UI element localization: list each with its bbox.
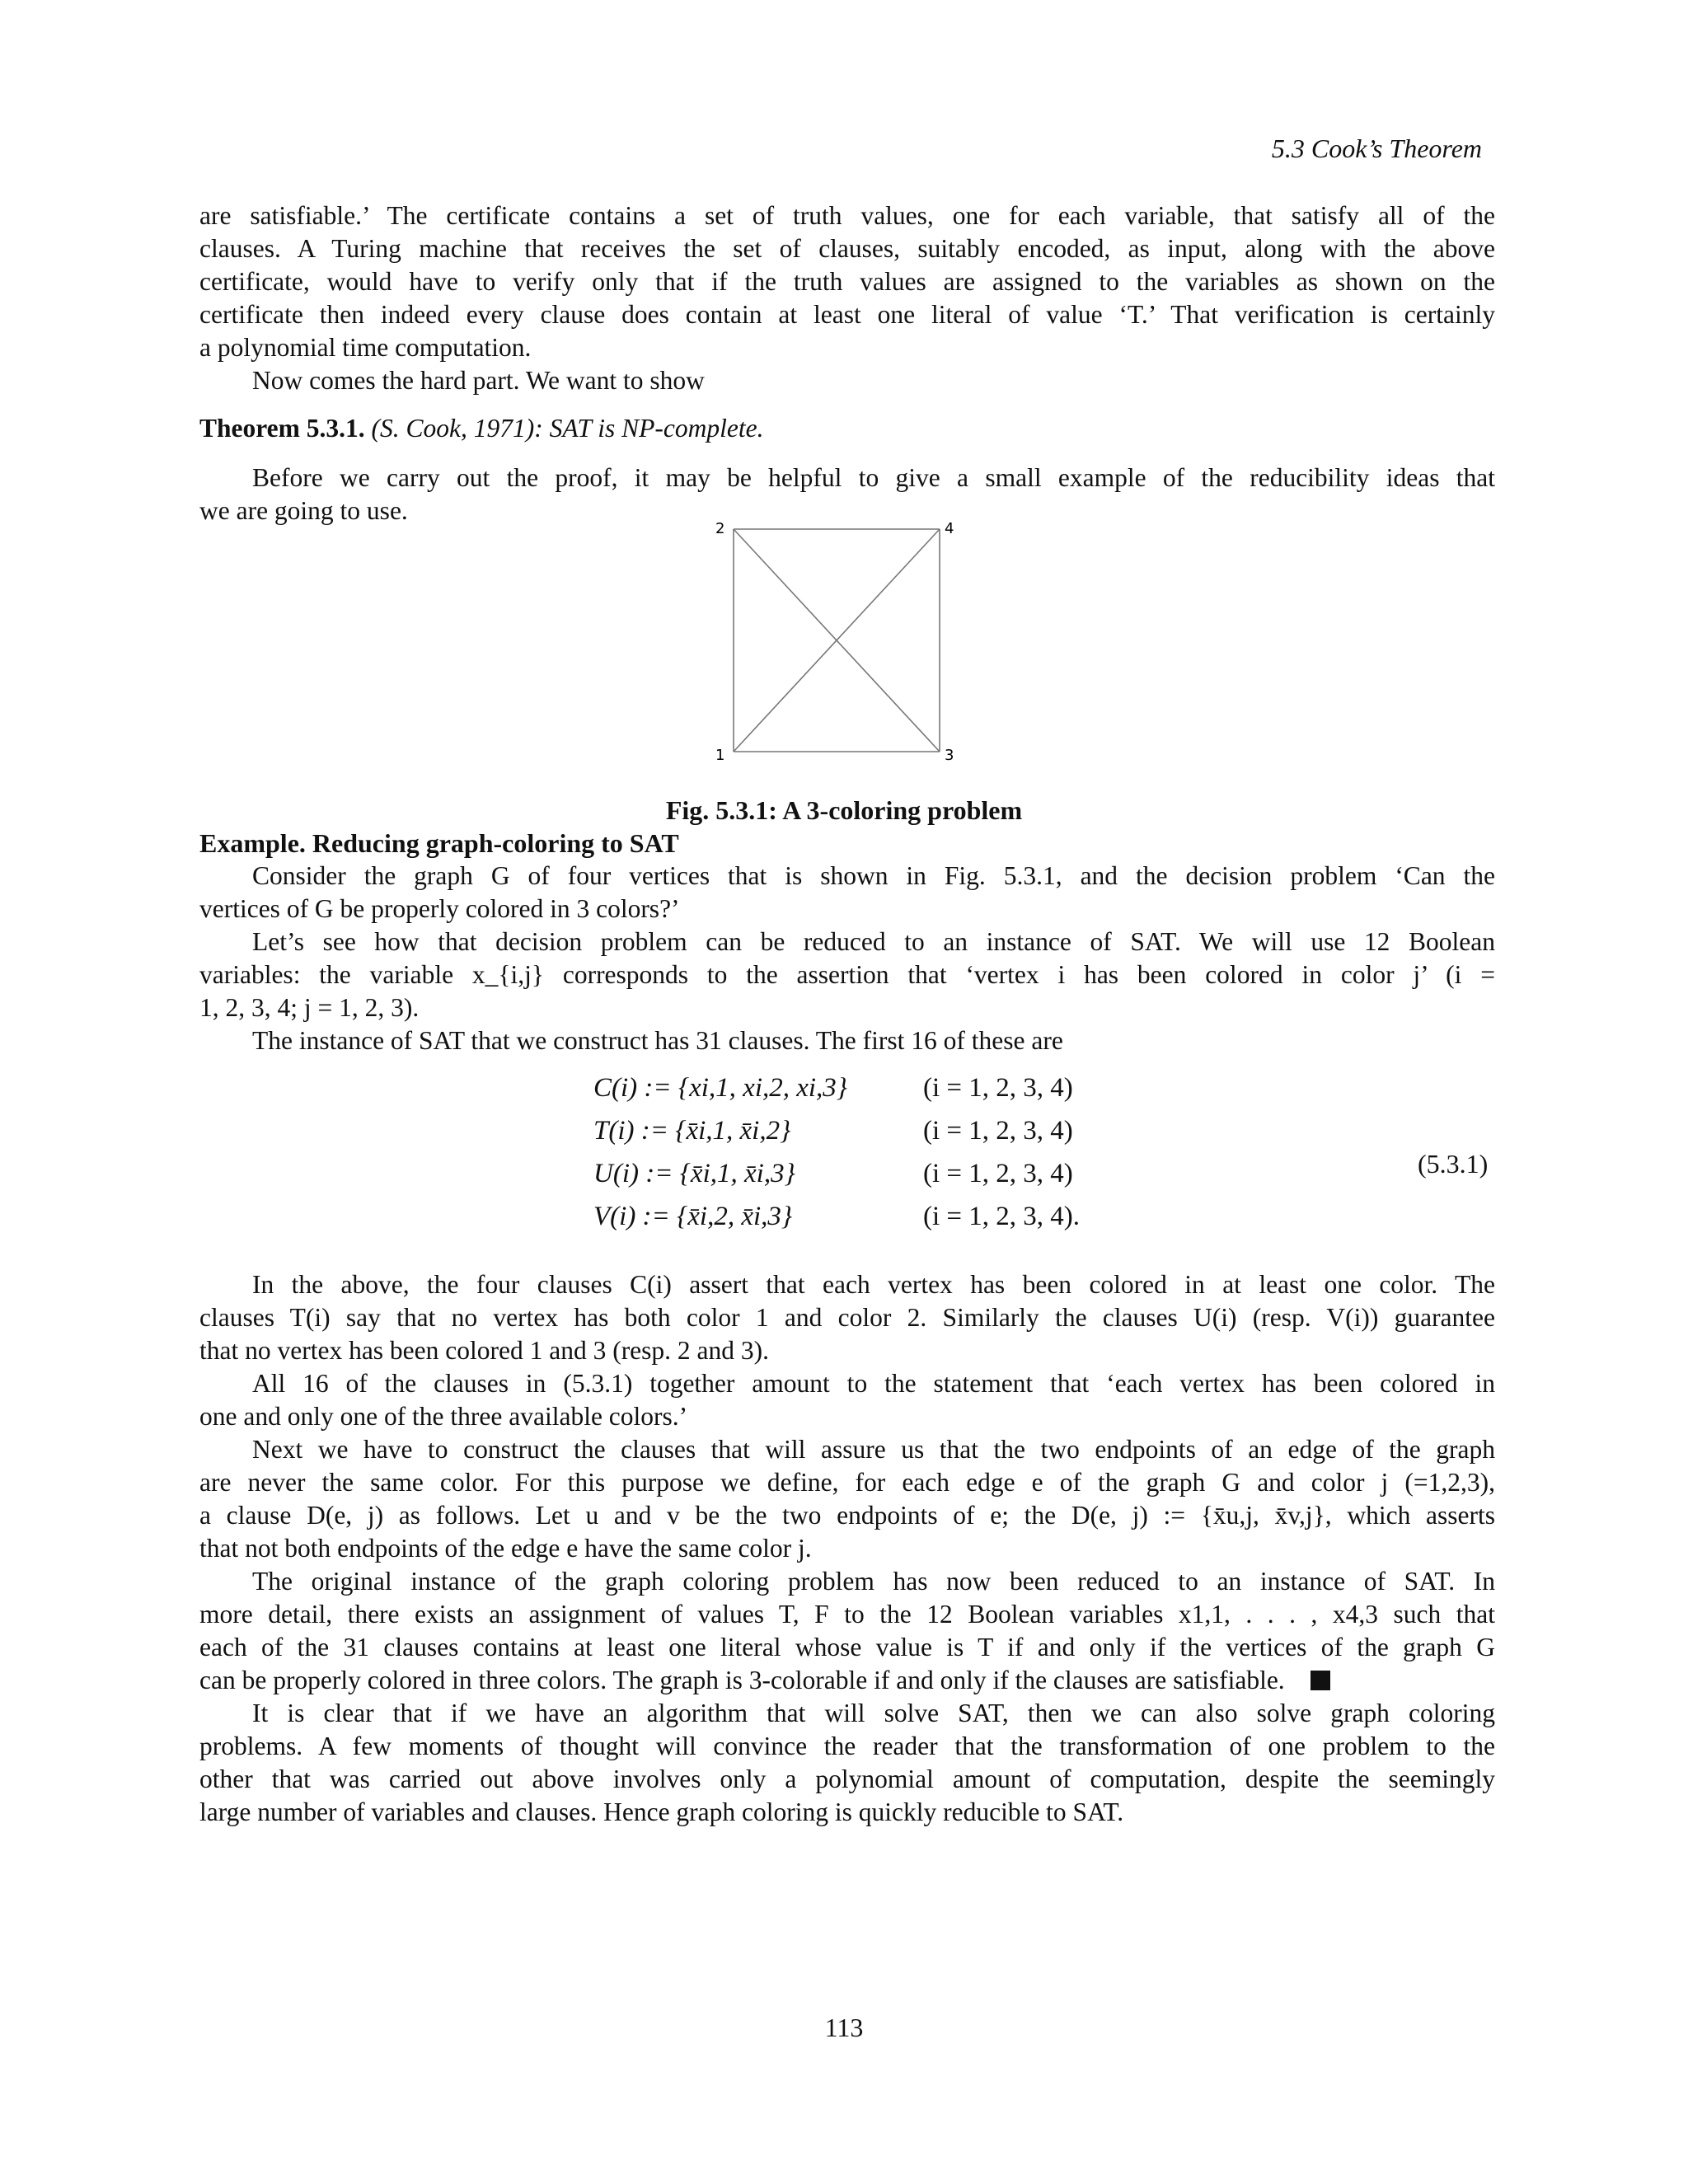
text-line: other that was carried out above involves only a polynomial amount of computation, despite the seemingly: [199, 1765, 1495, 1793]
text-line: Before we carry out the proof, it may be helpful to give a small example of the reducibility ideas that: [252, 463, 1495, 492]
paragraph-example: [199, 860, 1495, 1057]
equation-rhs: (i = 1, 2, 3, 4): [923, 1159, 1073, 1188]
figure-caption: Fig. 5.3.1: A 3-coloring problem: [665, 795, 1023, 825]
paragraph-before-proof: [199, 462, 1495, 527]
page-number: 113: [824, 2013, 864, 2042]
text-line: a clause D(e, j) as follows. Let u and v be the two endpoints of e; the D(e, j) := {x̄u,j, x̄v,j}, which asserts: [199, 1501, 1495, 1530]
equation-lhs: T(i) := {x̄i,1, x̄i,2}: [593, 1116, 791, 1146]
theorem-text: (S. Cook, 1971): SAT is NP-complete.: [371, 414, 764, 443]
text-line: that no vertex has been colored 1 and 3 (resp. 2 and 3).: [199, 1336, 770, 1365]
theorem-statement: [199, 412, 763, 445]
equation-rhs: (i = 1, 2, 3, 4): [923, 1116, 1073, 1146]
text-line: variables: the variable x_{i,j} corresponds to the assertion that ‘vertex i has been colored in color j’ (i =: [199, 960, 1495, 989]
text-line: The instance of SAT that we construct has 31 clauses. The first 16 of these are: [252, 1026, 1063, 1055]
text-line: Next we have to construct the clauses that will assure us that the two endpoints of an edge of the graph: [252, 1435, 1495, 1464]
graph-figure: [709, 519, 964, 766]
text-line: 1, 2, 3, 4; j = 1, 2, 3).: [199, 993, 420, 1022]
text-line: one and only one of the three available colors.’: [199, 1402, 688, 1431]
clause-equations: [577, 1071, 1203, 1243]
text-line: are never the same color. For this purpose we define, for each edge e of the graph G and color j (=1,2,3),: [199, 1468, 1495, 1497]
text-line: clauses. A Turing machine that receives the set of clauses, suitably encoded, as input, along with the above: [199, 234, 1495, 263]
text-line: In the above, the four clauses C(i) assert that each vertex has been colored in at least one color. The: [252, 1270, 1495, 1299]
equation-row: [577, 1200, 1203, 1243]
text-line: that not both endpoints of the edge e have the same color j.: [199, 1534, 812, 1563]
equation-number: (5.3.1): [1418, 1149, 1489, 1179]
text-line: The original instance of the graph coloring problem has now been reduced to an instance of SAT. In: [252, 1567, 1495, 1596]
equation-lhs: C(i) := {xi,1, xi,2, xi,3}: [593, 1073, 848, 1103]
text-line: a polynomial time computation.: [199, 333, 532, 362]
text-line: are satisfiable.’ The certificate contains a set of truth values, one for each variable, that satisfy all of the: [199, 201, 1495, 230]
text-line: certificate then indeed every clause does contain at least one literal of value ‘T.’ That verification is certainly: [199, 300, 1495, 329]
text-line: each of the 31 clauses contains at least one literal whose value is T if and only if the vertices of the graph G: [199, 1633, 1495, 1661]
text-line: Consider the graph G of four vertices that is shown in Fig. 5.3.1, and the decision problem ‘Can the: [252, 861, 1495, 890]
running-header: 5.3 Cook’s Theorem: [1271, 134, 1482, 163]
text-line-content: can be properly colored in three colors. The graph is 3-colorable if and only if the clauses are satisfiable.: [199, 1666, 1285, 1694]
text-line: It is clear that if we have an algorithm that will solve SAT, then we can also solve graph coloring: [252, 1699, 1495, 1727]
equation-lhs: V(i) := {x̄i,2, x̄i,3}: [593, 1202, 793, 1231]
text-line: [199, 1664, 1495, 1697]
graph-edges: [734, 529, 940, 752]
vertex-label-2: 2: [715, 520, 725, 537]
text-line: Now comes the hard part. We want to show: [252, 366, 705, 395]
equation-rhs: (i = 1, 2, 3, 4): [923, 1073, 1073, 1103]
equation-rhs: (i = 1, 2, 3, 4).: [923, 1202, 1081, 1231]
text-line: we are going to use.: [199, 496, 408, 525]
vertex-label-4: 4: [945, 520, 954, 537]
equation-row: [577, 1114, 1203, 1157]
vertex-label-1: 1: [715, 747, 725, 764]
text-line: problems. A few moments of thought will convince the reader that the transformation of one problem to the: [199, 1732, 1495, 1760]
text-line: All 16 of the clauses in (5.3.1) together amount to the statement that ‘each vertex has been colored in: [252, 1369, 1495, 1398]
vertex-label-3: 3: [945, 747, 954, 764]
text-line: large number of variables and clauses. Hence graph coloring is quickly reducible to SAT.: [199, 1797, 1124, 1826]
text-line: Let’s see how that decision problem can be reduced to an instance of SAT. We will use 12 Boolean: [252, 927, 1495, 956]
text-line: vertices of G be properly colored in 3 colors?’: [199, 894, 680, 923]
equation-lhs: U(i) := {x̄i,1, x̄i,3}: [593, 1159, 795, 1188]
theorem-label: Theorem 5.3.1.: [199, 414, 365, 443]
equation-row: [577, 1157, 1203, 1200]
text-line: clauses T(i) say that no vertex has both color 1 and color 2. Similarly the clauses U(i) (resp. V(i)) guarantee: [199, 1303, 1495, 1332]
qed-square-icon: [1311, 1671, 1330, 1690]
text-line: more detail, there exists an assignment of values T, F to the 12 Boolean variables x1,1, . . . , x4,3 such that: [199, 1600, 1495, 1629]
equation-row: [577, 1071, 1203, 1114]
paragraph-explanation: [199, 1268, 1495, 1829]
text-line: certificate, would have to verify only that if the truth values are assigned to the variables as shown on the: [199, 267, 1495, 296]
example-heading: Example. Reducing graph-coloring to SAT: [199, 828, 679, 858]
paragraph-certificate: [199, 199, 1495, 397]
